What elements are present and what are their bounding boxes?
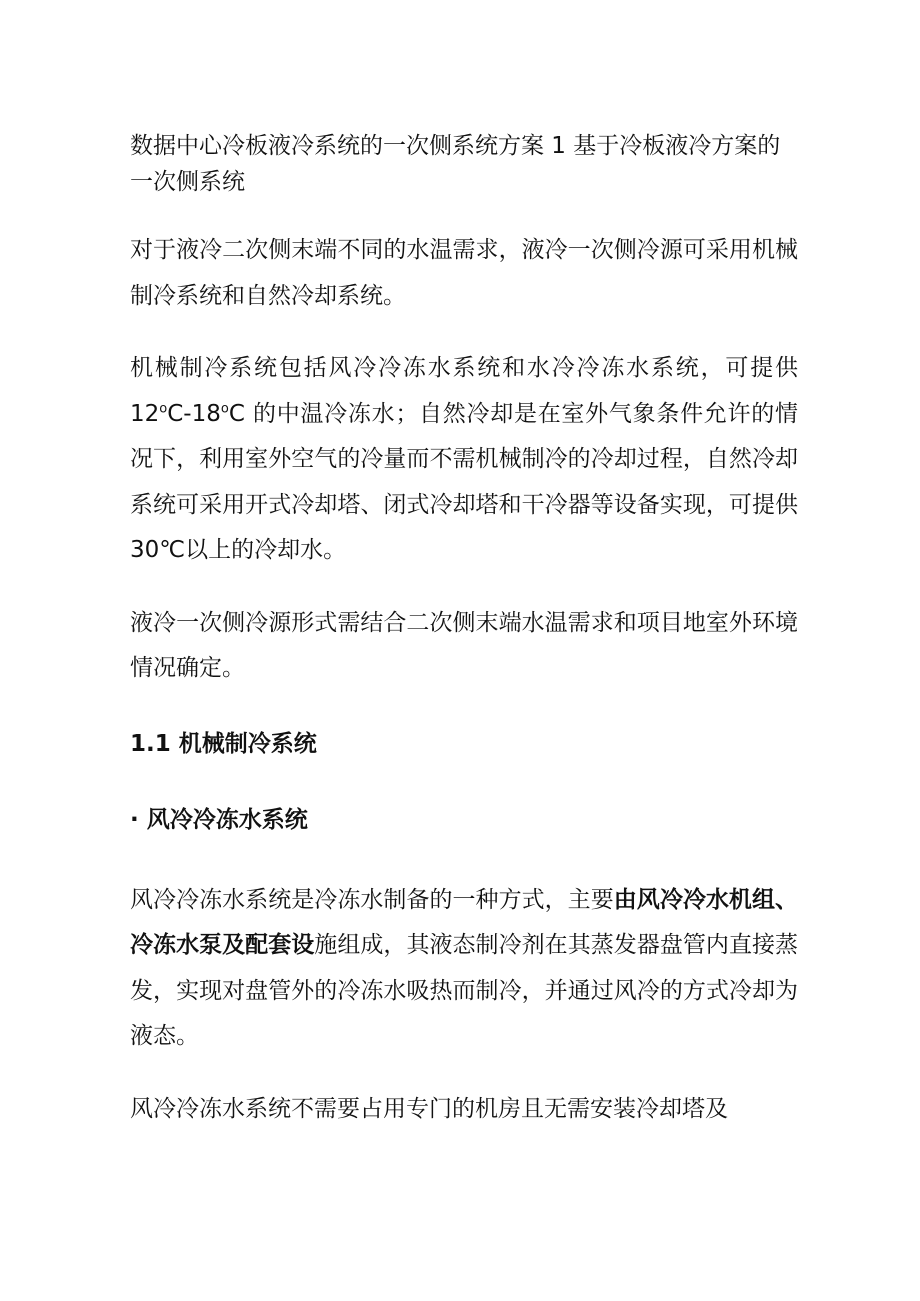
bold-text: 由风冷冷水机组、冷冻水泵及配套设 xyxy=(130,886,799,958)
paragraph-text: 风冷冷冻水系统是冷冻水制备的一种方式，主要 xyxy=(130,886,614,913)
section-heading-1-1: 1.1 机械制冷系统 xyxy=(130,730,317,757)
paragraph-text: 机械制冷系统包括风冷冷冻水系统和水冷冷冻水系统，可提供 12 xyxy=(130,355,798,427)
degree-mark: o xyxy=(159,400,168,416)
paragraph-text: C-18 xyxy=(167,400,221,427)
paragraph-text: C 的中温冷冻水；自然冷却是在室外气象条件允许的情况下，利用室外空气的冷量而不需机械制冷的冷却过程，自然冷却系统可采用开式冷却塔、闭式冷却塔和干冷器等设备实现，可提供 30℃以上的冷却水。 xyxy=(130,400,798,563)
paragraph-mechanical-cooling xyxy=(130,346,798,574)
paragraph-air-cooled-continued: 风冷冷冻水系统不需要占用专门的机房且无需安装冷却塔及 xyxy=(130,1095,728,1122)
subsection-heading: · 风冷冷冻水系统 xyxy=(130,806,308,833)
document-title: 数据中心冷板液冷系统的一次侧系统方案 1 基于冷板液冷方案的一次侧系统 xyxy=(130,133,781,195)
paragraph-intro: 对于液冷二次侧末端不同的水温需求，液冷一次侧冷源可采用机械制冷系统和自然冷却系统。 xyxy=(130,237,798,309)
paragraph-text: 施组成，其液态制冷剂在其蒸发器盘管内直接蒸发，实现对盘管外的冷冻水吸热而制冷，并通过风冷的方式冷却为液态。 xyxy=(130,932,799,1049)
document-page xyxy=(130,128,798,1159)
paragraph-cold-source: 液冷一次侧冷源形式需结合二次侧末端水温需求和项目地室外环境情况确定。 xyxy=(130,609,798,681)
degree-mark: o xyxy=(220,400,229,416)
paragraph-air-cooled xyxy=(130,878,798,1060)
